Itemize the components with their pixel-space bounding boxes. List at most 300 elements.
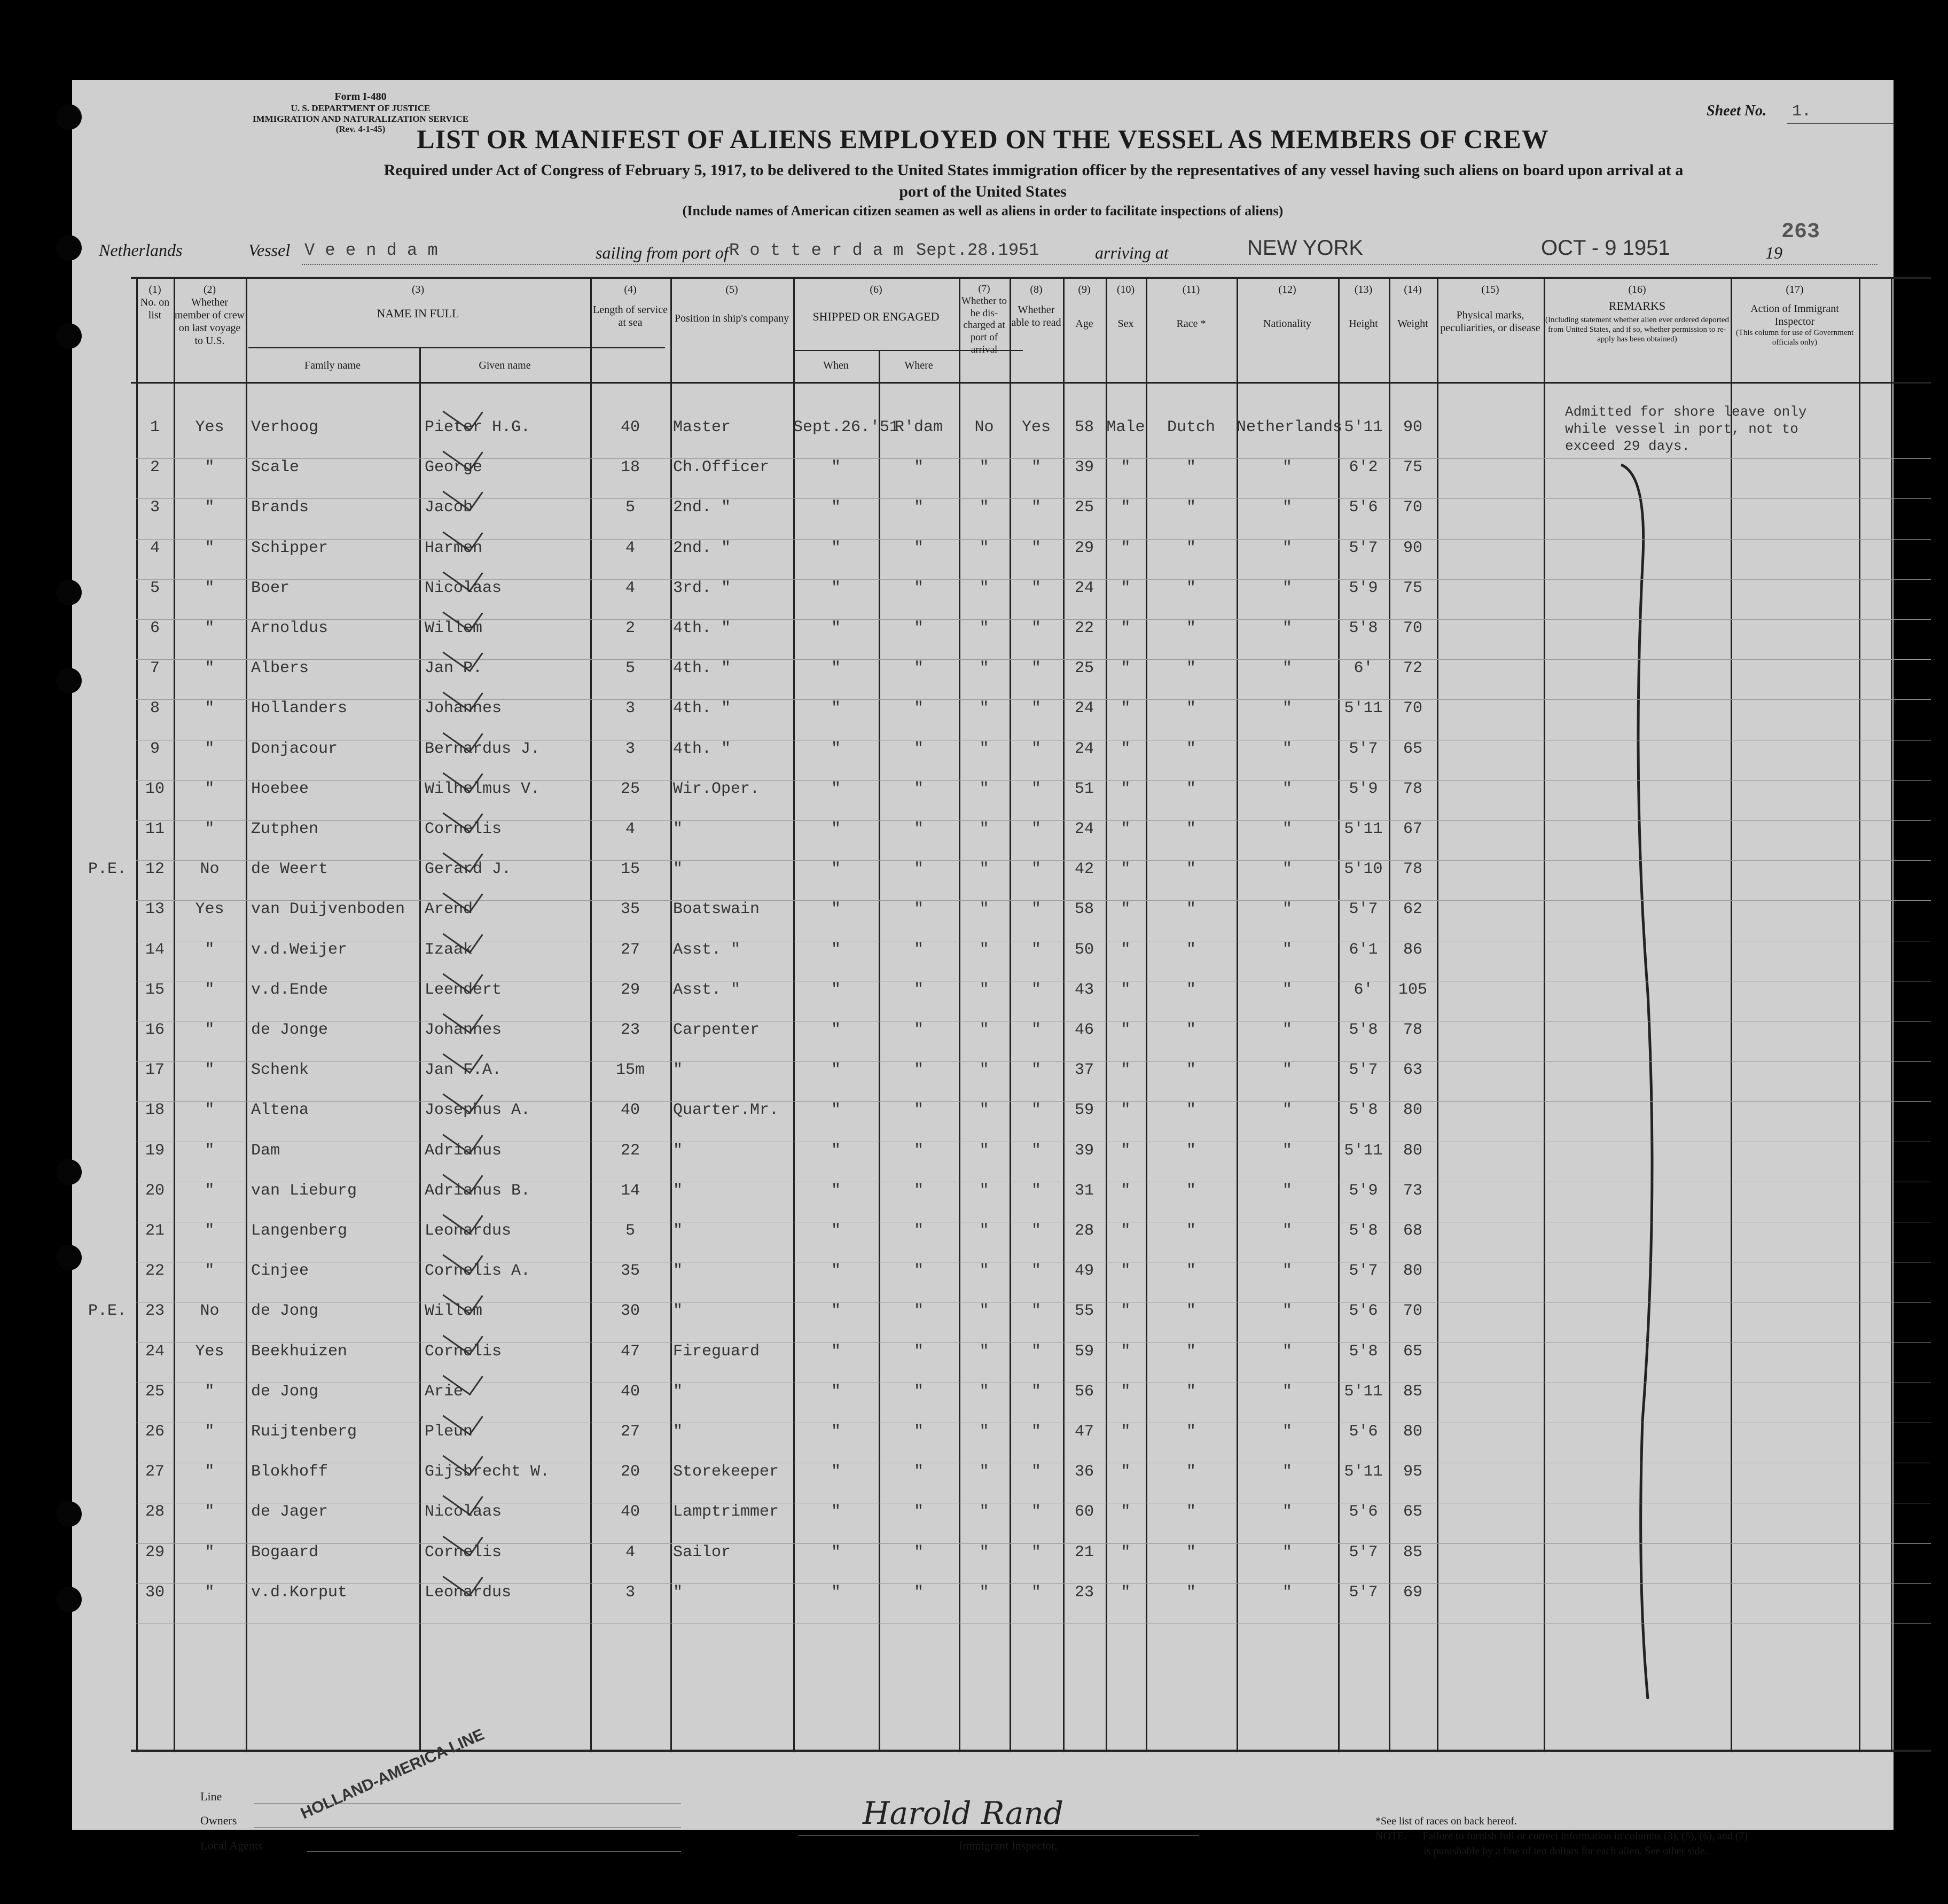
shipped-where-cell: " [913,458,924,477]
arrival-date: OCT - 9 1951 [1541,236,1670,260]
position-cell: 2nd. " [673,498,731,517]
height-cell: 5'8 [1349,1021,1378,1039]
nationality-cell: " [1282,498,1292,517]
position-cell: Quarter.Mr. [673,1101,779,1120]
length-of-service-cell: 23 [620,1021,640,1039]
remarks-text: Admitted for shore leave only while vessel in port, not to exceed 29 days. [1565,404,1807,454]
row-number-cell: 15 [145,980,165,999]
previous-voyage-cell: No [200,1302,220,1321]
height-cell: 5'7 [1349,1543,1378,1562]
shipped-where-cell: " [913,1423,924,1441]
shipped-where-cell: " [913,820,924,838]
shipped-when-cell: " [831,1021,841,1039]
shipped-when-cell: " [831,779,841,798]
race-cell: " [1186,1583,1196,1602]
race-cell: " [1186,779,1196,798]
height-cell: 5'8 [1349,1342,1378,1361]
where-head: Where [904,360,933,371]
row-number-cell: 14 [145,940,165,959]
sex-cell: " [1121,739,1131,758]
able-to-read-cell: " [1031,619,1041,637]
sex-cell: " [1121,1302,1131,1321]
age-cell: 24 [1074,820,1094,838]
able-to-read-cell: " [1031,900,1041,919]
form-number: Form I-480 [334,91,387,103]
voyage-line [99,236,1861,267]
weight-cell: 80 [1403,1141,1422,1160]
able-to-read-cell: " [1031,779,1041,798]
age-cell: 36 [1074,1463,1094,1481]
able-to-read-cell: " [1031,1141,1041,1160]
arrival-port: NEW YORK [1247,236,1364,260]
previous-voyage-cell: Yes [195,418,224,436]
sex-cell: " [1121,1141,1131,1160]
punch-hole [56,1587,82,1612]
stamp-number: 263 [1781,220,1820,244]
nationality-cell: " [1282,1181,1292,1200]
given-name-cell: Bernardus J. [425,739,541,758]
nationality-cell: " [1282,579,1292,597]
family-name-cell: Zutphen [251,820,319,838]
shipped-where-cell: " [913,779,924,798]
previous-voyage-cell: " [205,940,215,959]
able-to-read-cell: " [1031,1021,1041,1039]
discharged-cell: " [979,1021,989,1039]
family-name-cell: Langenberg [251,1222,348,1240]
length-of-service-cell: 40 [620,418,640,436]
able-to-read-cell: " [1031,1423,1041,1441]
shipped-when-cell: " [831,1342,841,1361]
weight-cell: 85 [1403,1382,1422,1401]
length-of-service-cell: 4 [625,539,635,557]
col-12-head: (12) Nationality [1263,284,1311,330]
given-name-cell: Cornelis A. [425,1262,531,1281]
race-cell: " [1186,1342,1196,1361]
length-of-service-cell: 27 [620,940,640,959]
able-to-read-cell: " [1031,699,1041,718]
subtitle-line-2: port of the United States [899,183,1067,200]
given-name-cell: Josephus A. [425,1101,531,1120]
age-cell: 50 [1074,940,1094,959]
height-cell: 5'9 [1349,779,1378,798]
sex-cell: " [1121,779,1131,798]
shipped-where-cell: " [913,1302,924,1321]
family-name-cell: Arnoldus [251,619,328,637]
age-cell: 22 [1074,619,1094,637]
weight-cell: 69 [1403,1583,1422,1602]
agents-label: Local Agents [200,1839,263,1852]
previous-voyage-cell: " [205,1543,215,1562]
age-cell: 25 [1074,659,1094,678]
able-to-read-cell: " [1031,1181,1041,1200]
height-cell: 6'1 [1349,940,1378,959]
age-cell: 60 [1074,1503,1094,1521]
weight-cell: 65 [1403,739,1422,758]
given-name-cell: Leonardus [425,1583,512,1602]
row-number-cell: 6 [150,619,160,637]
height-cell: 5'6 [1349,1423,1378,1441]
given-name-cell: Jacob [425,498,473,517]
given-name-cell: Johannes [425,1021,502,1039]
age-cell: 24 [1074,579,1094,597]
height-cell: 5'11 [1344,1382,1383,1401]
race-cell: " [1186,739,1196,758]
position-cell: Carpenter [673,1021,760,1039]
shipped-when-cell: " [831,1262,841,1281]
form-revision: (Rev. 4-1-45) [335,124,386,135]
race-cell: " [1186,900,1196,919]
height-cell: 5'8 [1349,1222,1378,1240]
able-to-read-cell: " [1031,1503,1041,1521]
shipped-where-cell: " [913,900,924,919]
discharged-cell: " [979,1222,989,1240]
weight-cell: 80 [1403,1101,1422,1120]
row-number-cell: 2 [150,458,160,477]
able-to-read-cell: " [1031,940,1041,959]
able-to-read-cell: " [1031,739,1041,758]
line-label: Line [200,1790,222,1803]
shipped-when-cell: " [831,1463,841,1481]
able-to-read-cell: " [1031,1382,1041,1401]
family-name-cell: de Jong [251,1382,319,1401]
row-number-cell: 1 [150,418,160,436]
shipped-when-cell: " [831,1503,841,1521]
punch-hole [56,1159,82,1185]
race-cell: " [1186,1262,1196,1281]
discharged-cell: " [979,1262,989,1281]
previous-voyage-cell: " [205,1181,215,1200]
row-number-cell: 3 [150,498,160,517]
sex-cell: " [1121,1181,1131,1200]
col-13-head: (13) Height [1349,284,1378,330]
nationality-cell: " [1282,1021,1292,1039]
previous-voyage-cell: " [205,1583,215,1602]
previous-voyage-cell: " [205,1222,215,1240]
height-cell: 5'6 [1349,498,1378,517]
shipped-when-cell: " [831,539,841,557]
col-8-head: (8) Whether able to read [1011,284,1061,329]
sex-cell: " [1121,498,1131,517]
discharged-cell: " [979,1302,989,1321]
shipped-where-cell: " [913,980,924,999]
shipped-where-cell: " [913,1543,924,1562]
sex-cell: " [1121,1061,1131,1080]
position-cell: Boatswain [673,900,760,919]
able-to-read-cell: " [1031,579,1041,597]
able-to-read-cell: " [1031,458,1041,477]
race-cell: " [1186,1503,1196,1521]
shipped-when-cell: " [831,860,841,879]
nationality-cell: " [1282,1382,1292,1401]
shipped-when-cell: " [831,1141,841,1160]
punch-hole [56,668,82,693]
given-name-cell: Leendert [425,980,502,999]
nationality-cell: " [1282,1262,1292,1281]
discharged-cell: " [979,1503,989,1521]
given-name-cell: Jan P. [425,659,483,678]
shipped-when-cell: " [831,980,841,999]
nationality-cell: " [1282,940,1292,959]
length-of-service-cell: 14 [620,1181,640,1200]
discharged-cell: " [979,1543,989,1562]
previous-voyage-cell: " [205,980,215,999]
weight-cell: 72 [1403,659,1422,678]
weight-cell: 65 [1403,1503,1422,1521]
family-name-cell: de Weert [251,860,328,879]
race-cell: " [1186,1543,1196,1562]
given-name-cell: Nicolaas [425,1503,502,1521]
col-15-head: (15) Physical marks, peculiarities, or disease [1440,284,1540,334]
family-name-cell: Hoebee [251,779,309,798]
age-cell: 46 [1074,1021,1094,1039]
nationality-cell: " [1282,659,1292,678]
length-of-service-cell: 25 [620,779,640,798]
able-to-read-cell: " [1031,498,1041,517]
row-number-cell: 21 [145,1222,165,1240]
shipped-where-cell: " [913,619,924,637]
discharged-cell: " [979,579,989,597]
nationality-cell: " [1282,1141,1292,1160]
weight-cell: 78 [1403,779,1422,798]
family-name-cell: Bogaard [251,1543,319,1562]
shipped-where-cell: " [913,1463,924,1481]
weight-cell: 105 [1398,980,1427,999]
discharged-cell: " [979,1181,989,1200]
sex-cell: " [1121,699,1131,718]
sex-cell: " [1121,1382,1131,1401]
able-to-read-cell: " [1031,1222,1041,1240]
length-of-service-cell: 30 [620,1302,640,1321]
race-cell: " [1186,539,1196,557]
position-cell: 4th. " [673,619,731,637]
height-cell: 5'7 [1349,1061,1378,1080]
shipped-when-cell: " [831,458,841,477]
shipped-where-cell: " [913,1021,924,1039]
given-name-cell: Cornelis [425,1342,502,1361]
discharged-cell: " [979,699,989,718]
row-number-cell: 24 [145,1342,165,1361]
sex-cell: " [1121,1423,1131,1441]
height-cell: 5'7 [1349,539,1378,557]
race-cell: " [1186,1101,1196,1120]
age-cell: 43 [1074,980,1094,999]
given-name-cell: Pieter H.G. [425,418,531,436]
subtitle-line-1: Required under Act of Congress of February 5, 1917, to be delivered to the United States immigration officer by the representatives of any vessel having such aliens on board upon arrival at a [384,161,1684,179]
given-name-cell: Arie [425,1382,464,1401]
previous-voyage-cell: " [205,1463,215,1481]
family-name-cell: van Lieburg [251,1181,357,1200]
col-9-head: (9) Age [1075,284,1093,330]
family-name-cell: v.d.Ende [251,980,328,999]
position-cell: " [673,1423,683,1441]
position-cell: " [673,820,683,838]
row-number-cell: 29 [145,1543,165,1562]
given-name-cell: Pleun [425,1423,473,1441]
sex-cell: " [1121,619,1131,637]
discharged-cell: " [979,820,989,838]
position-cell: " [673,860,683,879]
row-number-cell: 17 [145,1061,165,1080]
able-to-read-cell: Yes [1021,418,1051,436]
row-number-cell: 4 [150,539,160,557]
previous-voyage-cell: " [205,1262,215,1281]
shipped-when-cell: " [831,1302,841,1321]
row-number-cell: 27 [145,1463,165,1481]
row-number-cell: 26 [145,1423,165,1441]
length-of-service-cell: 18 [620,458,640,477]
discharged-cell: " [979,659,989,678]
shipped-where-cell: " [913,1342,924,1361]
nationality-cell: " [1282,539,1292,557]
previous-voyage-cell: " [205,1101,215,1120]
sex-cell: " [1121,1101,1131,1120]
length-of-service-cell: 3 [625,1583,635,1602]
weight-cell: 65 [1403,1342,1422,1361]
age-cell: 24 [1074,739,1094,758]
row-number-cell: 30 [145,1583,165,1602]
sex-cell: " [1121,940,1131,959]
nationality-cell: " [1282,1503,1292,1521]
length-of-service-cell: 29 [620,980,640,999]
age-cell: 25 [1074,498,1094,517]
company-stamp: HOLLAND-AMERICA LINE [298,1726,487,1823]
subtitle-line-3: (Include names of American citizen seamen as well as aliens in order to facilitate inspections of aliens) [682,203,1284,219]
col-10-head: (10) Sex [1116,284,1135,330]
race-cell: " [1186,1222,1196,1240]
family-name-cell: Dam [251,1141,280,1160]
shipped-when-cell: Sept.26.'51 [793,418,899,436]
given-name-cell: Willem [425,1302,483,1321]
shipped-when-cell: " [831,1061,841,1080]
race-cell: " [1186,1463,1196,1481]
sex-cell: " [1121,1583,1131,1602]
age-cell: 24 [1074,699,1094,718]
weight-cell: 75 [1403,579,1422,597]
race-cell: " [1186,579,1196,597]
shipped-when-cell: " [831,940,841,959]
height-cell: 5'7 [1349,1262,1378,1281]
height-cell: 5'6 [1349,1302,1378,1321]
race-cell: Dutch [1167,418,1215,436]
able-to-read-cell: " [1031,980,1041,999]
previous-voyage-cell: No [200,860,220,879]
able-to-read-cell: " [1031,1543,1041,1562]
page-title: LIST OR MANIFEST OF ALIENS EMPLOYED ON THE VESSEL AS MEMBERS OF CREW [417,124,1549,154]
discharged-cell: " [979,619,989,637]
col-11-head: (11) Race * [1176,284,1206,330]
sex-cell: " [1121,579,1131,597]
able-to-read-cell: " [1031,820,1041,838]
length-of-service-cell: 27 [620,1423,640,1441]
sex-cell: " [1121,1503,1131,1521]
given-name-cell: Jan F.A. [425,1061,502,1080]
race-cell: " [1186,659,1196,678]
punch-hole [56,580,82,605]
length-of-service-cell: 22 [620,1141,640,1160]
weight-cell: 67 [1403,820,1422,838]
length-of-service-cell: 40 [620,1503,640,1521]
shipped-where-cell: " [913,498,924,517]
footer-notes: *See list of races on back hereof. NOTE. — Failure to furnish full or correct information in columns (3), (5), (6), and (7) is punishable by a fine of ten dollars for each alien. See other side. [1375,1815,1748,1857]
age-cell: 49 [1074,1262,1094,1281]
able-to-read-cell: " [1031,860,1041,879]
weight-cell: 85 [1403,1543,1422,1562]
previous-voyage-cell: " [205,1503,215,1521]
punch-hole [56,323,82,349]
col-4-head: (4) Length of service at sea [593,284,668,329]
shipped-when-cell: " [831,1181,841,1200]
family-name-cell: Hollanders [251,699,348,718]
row-number-cell: 19 [145,1141,165,1160]
given-name-cell: Gerard J. [425,860,512,879]
family-name-head: Family name [304,360,361,371]
row-number-cell: 16 [145,1021,165,1039]
position-cell: " [673,1061,683,1080]
length-of-service-cell: 5 [625,498,635,517]
position-cell: Wir.Oper. [673,779,760,798]
nationality-cell: Netherlands [1237,418,1343,436]
shipped-when-cell: " [831,1382,841,1401]
age-cell: 31 [1074,1181,1094,1200]
discharged-cell: " [979,1463,989,1481]
row-number-cell: 11 [145,820,165,838]
shipped-when-cell: " [831,1583,841,1602]
height-cell: 5'11 [1344,699,1383,718]
owners-label: Owners [200,1814,237,1827]
race-cell: " [1186,1302,1196,1321]
given-name-cell: Nicolaas [425,579,502,597]
discharged-cell: " [979,1423,989,1441]
sex-cell: " [1121,458,1131,477]
family-name-cell: Cinjee [251,1262,309,1281]
inspector-label: Immigrant Inspector. [959,1839,1058,1852]
previous-voyage-cell: " [205,1021,215,1039]
family-name-cell: Brands [251,498,309,517]
pe-marker-cell: P.E. [88,1302,127,1321]
weight-cell: 63 [1403,1061,1422,1080]
length-of-service-cell: 3 [625,699,635,718]
previous-voyage-cell: " [205,619,215,637]
weight-cell: 70 [1403,498,1422,517]
discharged-cell: " [979,498,989,517]
height-cell: 5'7 [1349,1583,1378,1602]
position-cell: Asst. " [673,940,741,959]
family-name-cell: van Duijvenboden [251,900,405,919]
weight-cell: 78 [1403,860,1422,879]
arriving-label: arriving at [1095,243,1169,262]
shipped-where-cell: " [913,940,924,959]
height-cell: 5'8 [1349,619,1378,637]
vessel-flag: Netherlands [99,240,183,260]
sex-cell: " [1121,860,1131,879]
nationality-cell: " [1282,1222,1292,1240]
height-cell: 5'11 [1344,820,1383,838]
previous-voyage-cell: " [205,699,215,718]
family-name-cell: Schenk [251,1061,309,1080]
col-5-head: (5) Position in ship's company [674,284,789,324]
able-to-read-cell: " [1031,1101,1041,1120]
col-14-head: (14) Weight [1397,284,1428,330]
weight-cell: 70 [1403,619,1422,637]
given-name-cell: Johannes [425,699,502,718]
height-cell: 6'2 [1349,458,1378,477]
previous-voyage-cell: " [205,498,215,517]
previous-voyage-cell: Yes [195,1342,224,1361]
previous-voyage-cell: " [205,1141,215,1160]
race-cell: " [1186,860,1196,879]
height-cell: 5'11 [1344,1141,1383,1160]
previous-voyage-cell: " [205,739,215,758]
